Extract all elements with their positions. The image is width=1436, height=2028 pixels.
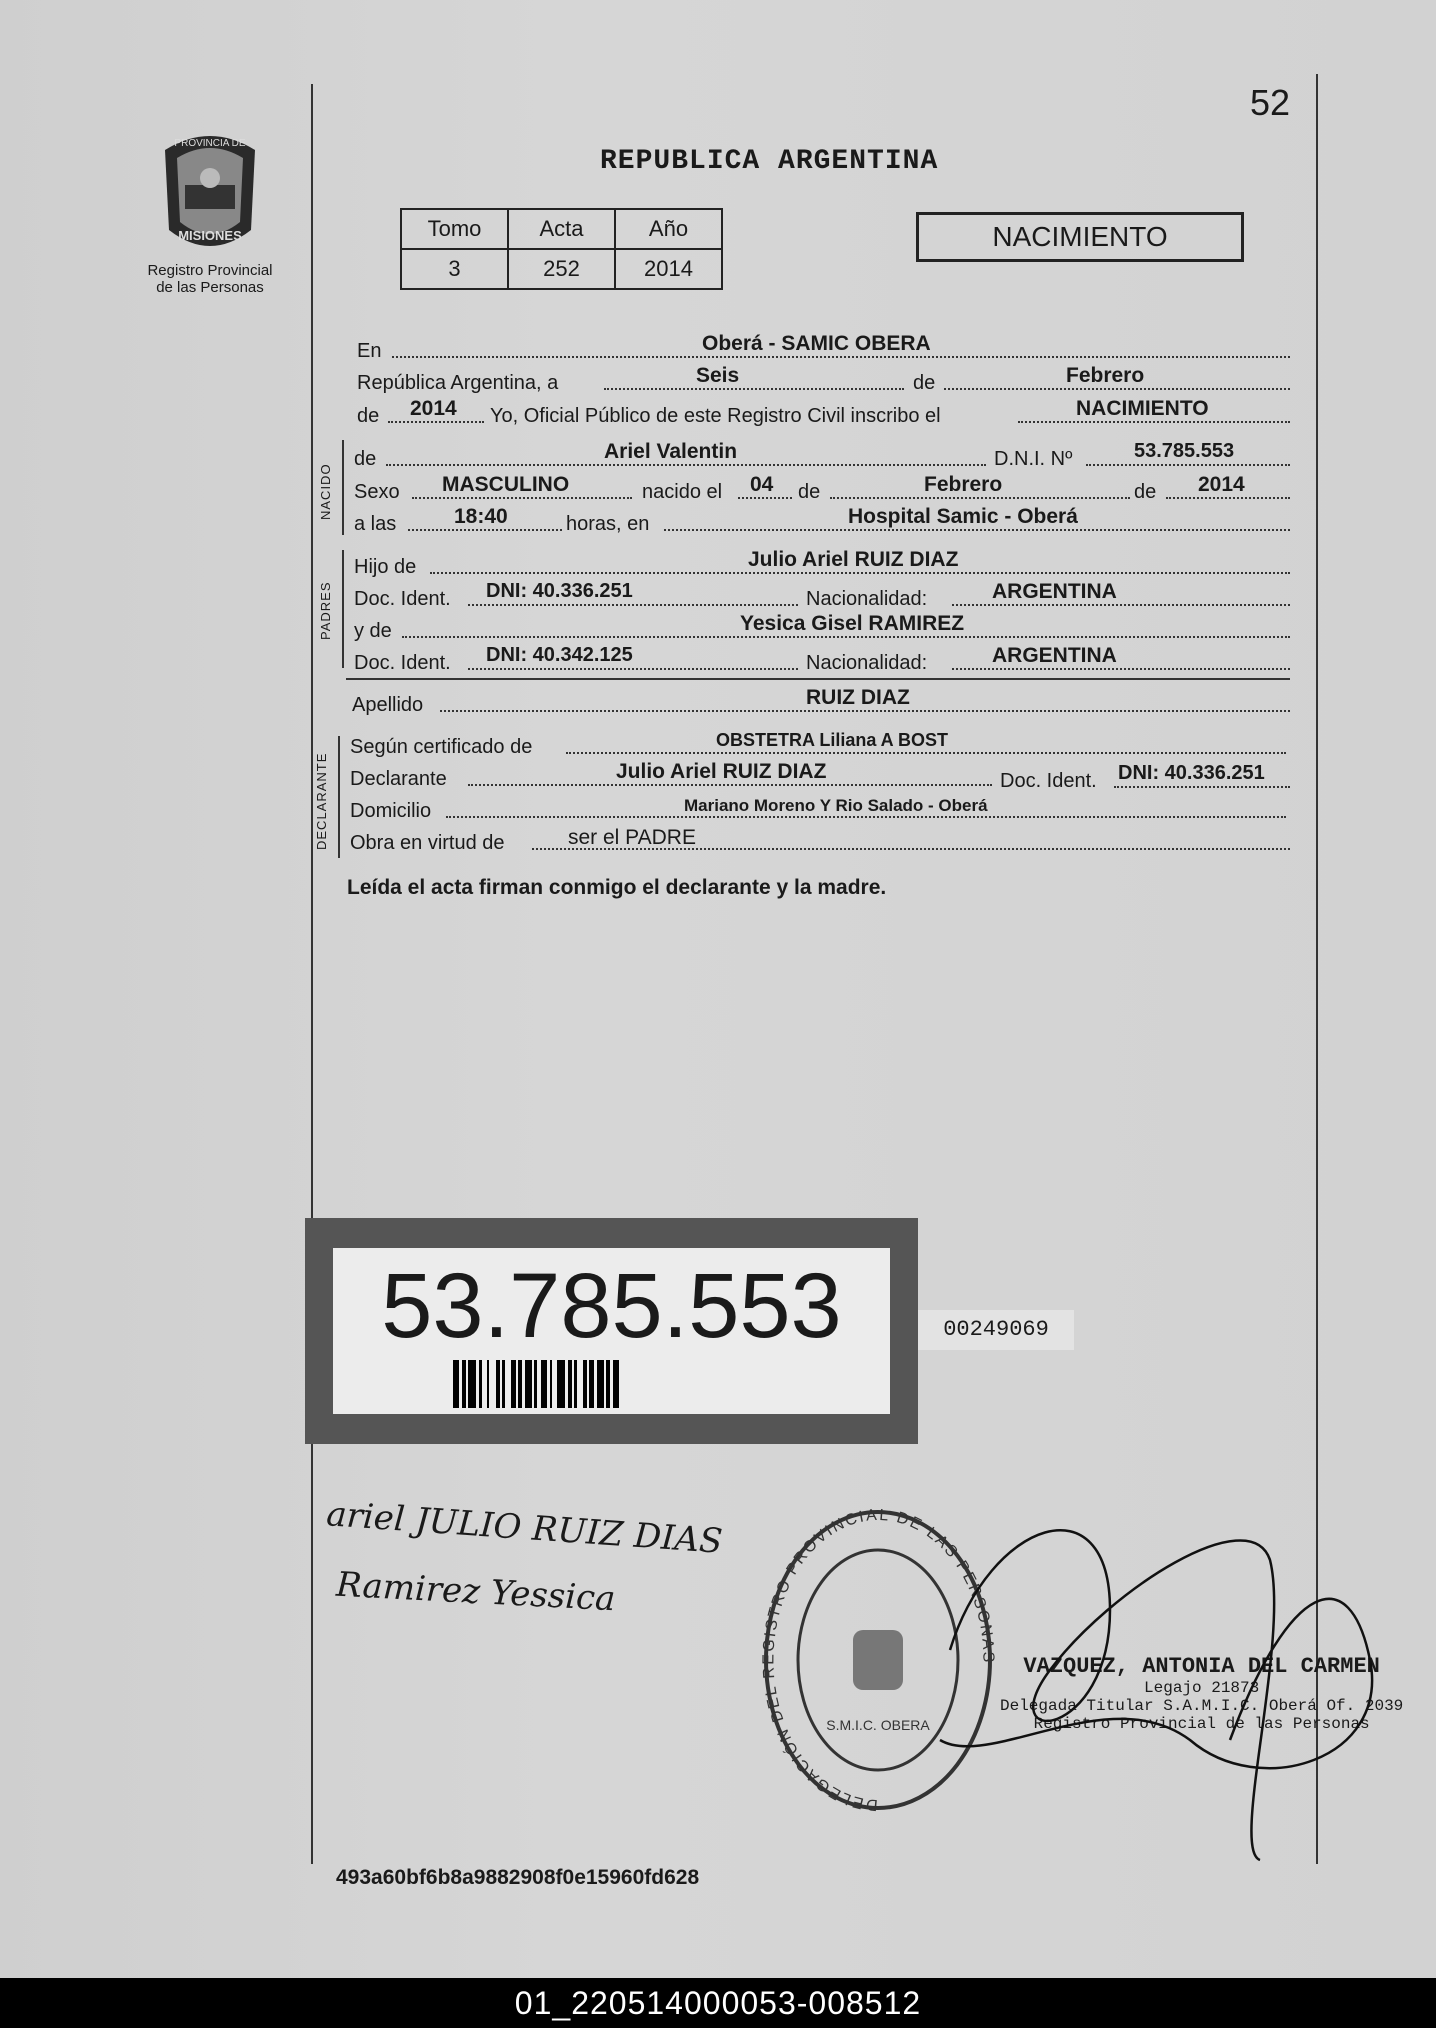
label-dni: D.N.I. Nº: [994, 448, 1073, 470]
svg-text:DELEGACIÓN DEL REGISTRO PROVIN: DELEGACIÓN DEL REGISTRO PROVINCIAL DE LAS PERSONAS: [760, 1506, 997, 1814]
logo-caption-line: Registro Provincial: [147, 262, 273, 279]
label-republica: República Argentina, a: [357, 372, 559, 394]
field-time: 18:40: [454, 505, 508, 528]
field-record: NACIMIENTO: [1076, 397, 1209, 420]
registry-value-acta: 252: [508, 249, 615, 289]
dotted-line: [738, 497, 792, 499]
field-father-doc: DNI: 40.336.251: [486, 580, 633, 602]
dotted-line: [1018, 421, 1290, 423]
registry-table: [400, 208, 723, 290]
label-de: de: [798, 481, 821, 503]
label-nacionalidad: Nacionalidad:: [806, 652, 928, 674]
field-surname: RUIZ DIAZ: [806, 686, 910, 709]
field-father-nationality: ARGENTINA: [992, 580, 1117, 603]
document-title: REPUBLICA ARGENTINA: [600, 146, 939, 177]
field-dni: 53.785.553: [1134, 440, 1235, 462]
registry-header-ano: Año: [615, 209, 722, 249]
registry-header-acta: Acta: [508, 209, 615, 249]
label-nacionalidad: Nacionalidad:: [806, 588, 928, 610]
field-birth-day: 04: [750, 473, 774, 496]
field-by-virtue: ser el PADRE: [568, 826, 696, 849]
dotted-line: [830, 497, 1130, 499]
section-label-parents: PADRES: [318, 581, 333, 640]
page-number: 52: [1250, 82, 1291, 123]
field-day-words: Seis: [696, 364, 740, 387]
signature-declarant: ariel JULIO RUIZ DIAS: [325, 1494, 724, 1562]
province-seal-icon: [155, 130, 265, 258]
label-segun: Según certificado de: [350, 736, 533, 758]
label-obra: Obra en virtud de: [350, 832, 505, 854]
label-yo: Yo, Oficial Público de este Registro Civil inscribo el: [490, 405, 941, 427]
label-doc-ident: Doc. Ident.: [1000, 770, 1097, 792]
barcode-sticker: [305, 1218, 918, 1444]
section-bar: [342, 440, 344, 535]
field-year: 2014: [410, 397, 457, 420]
dotted-line: [1086, 464, 1290, 466]
section-label-declarant: DECLARANTE: [314, 752, 329, 850]
dotted-line: [440, 710, 1290, 712]
label-de: de: [357, 405, 380, 427]
closing-statement: Leída el acta firman conmigo el declarante y la madre.: [347, 876, 887, 899]
label-a-las: a las: [354, 513, 397, 535]
label-nacido-el: nacido el: [642, 481, 723, 503]
official-legajo: Legajo 21873: [1144, 1679, 1260, 1697]
field-month: Febrero: [1066, 364, 1145, 387]
field-father: Julio Ariel RUIZ DIAZ: [748, 548, 959, 571]
label-hijo-de: Hijo de: [354, 556, 417, 578]
label-declarante: Declarante: [350, 768, 447, 790]
dotted-line: [388, 421, 484, 423]
registry-value-tomo: 3: [401, 249, 508, 289]
label-apellido: Apellido: [352, 694, 424, 716]
field-birth-year: 2014: [1198, 473, 1245, 496]
field-place: Oberá - SAMIC OBERA: [702, 332, 931, 355]
official-signature-icon: [930, 1440, 1400, 1880]
barcode-icon: [453, 1360, 813, 1408]
dotted-line: [566, 752, 1286, 754]
dotted-line: [402, 636, 1290, 638]
label-horas-en: horas, en: [566, 513, 650, 535]
file-id-footer: 01_220514000053-008512: [0, 1978, 1436, 2028]
dotted-line: [944, 388, 1290, 390]
dotted-line: [952, 668, 1290, 670]
dotted-line: [408, 529, 562, 531]
dotted-line: [446, 816, 1286, 818]
serial-number: 00249069: [918, 1310, 1074, 1350]
label-sexo: Sexo: [354, 481, 400, 503]
label-doc-ident: Doc. Ident.: [354, 652, 451, 674]
left-margin-line: [311, 84, 313, 1864]
logo-caption-line: de las Personas: [156, 279, 264, 296]
dotted-line: [604, 388, 904, 390]
field-certificate: OBSTETRA Liliana A BOST: [716, 730, 949, 750]
label-de: de: [354, 448, 377, 470]
label-domicilio: Domicilio: [350, 800, 432, 822]
dotted-line: [1166, 497, 1290, 499]
label-doc-ident: Doc. Ident.: [354, 588, 451, 610]
field-name: Ariel Valentin: [604, 440, 738, 463]
label-en: En: [357, 340, 382, 362]
logo-caption: [130, 262, 290, 296]
dotted-line: [468, 784, 992, 786]
dotted-line: [392, 356, 1290, 358]
official-office: Registro Provincial de las Personas: [1033, 1715, 1370, 1733]
label-de: de: [913, 372, 936, 394]
field-birth-month: Febrero: [924, 473, 1003, 496]
field-declarant-doc: DNI: 40.336.251: [1118, 762, 1265, 784]
field-declarant: Julio Ariel RUIZ DIAZ: [616, 760, 827, 783]
registry-header-tomo: Tomo: [401, 209, 508, 249]
official-name: VAZQUEZ, ANTONIA DEL CARMEN: [1023, 1654, 1380, 1679]
field-mother-nationality: ARGENTINA: [992, 644, 1117, 667]
dotted-line: [430, 572, 1290, 574]
registry-value-ano: 2014: [615, 249, 722, 289]
section-bar: [338, 736, 340, 858]
label-y-de: y de: [354, 620, 392, 642]
divider: [346, 678, 1290, 680]
dotted-line: [468, 668, 798, 670]
field-mother-doc: DNI: 40.342.125: [486, 644, 633, 666]
dotted-line: [952, 604, 1290, 606]
field-sex: MASCULINO: [442, 473, 570, 496]
field-mother: Yesica Gisel RAMIREZ: [740, 612, 965, 635]
barcode-label: [333, 1248, 890, 1414]
section-label-born: NACIDO: [318, 463, 333, 520]
dotted-line: [386, 464, 986, 466]
section-bar: [342, 550, 344, 668]
svg-text:MISIONES: MISIONES: [178, 228, 242, 243]
barcode-number: 53.785.553: [381, 1255, 842, 1357]
field-hospital: Hospital Samic - Oberá: [848, 505, 1078, 528]
label-de: de: [1134, 481, 1157, 503]
record-type-box: NACIMIENTO: [916, 212, 1244, 262]
document-hash: 493a60bf6b8a9882908f0e15960fd628: [336, 1866, 700, 1889]
svg-text:S.M.I.C. OBERA: S.M.I.C. OBERA: [826, 1717, 930, 1733]
official-role: Delegada Titular S.A.M.I.C. Oberá Of. 2039: [1000, 1697, 1404, 1715]
dotted-line: [1114, 786, 1290, 788]
field-address: Mariano Moreno Y Rio Salado - Oberá: [684, 796, 988, 815]
dotted-line: [412, 497, 632, 499]
dotted-line: [468, 604, 798, 606]
dotted-line: [664, 529, 1290, 531]
svg-text:PROVINCIA DE: PROVINCIA DE: [174, 138, 246, 149]
signature-mother: Ramirez Yessica: [335, 1564, 617, 1620]
